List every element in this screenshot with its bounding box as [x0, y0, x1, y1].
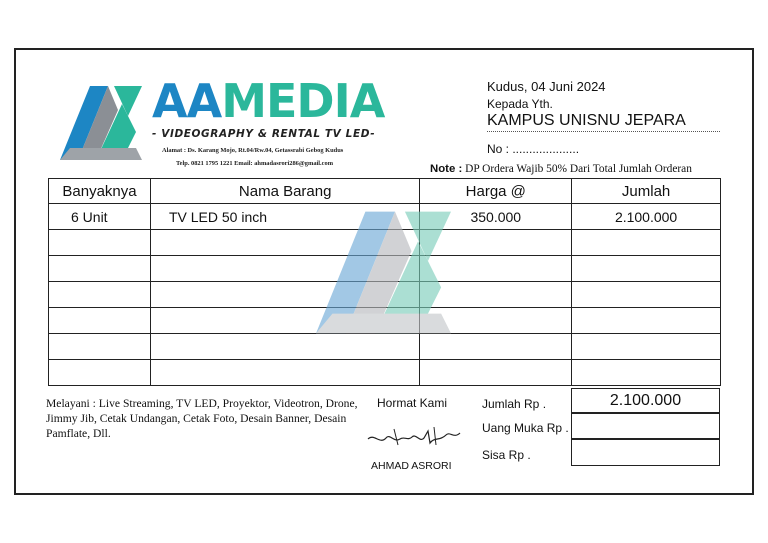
recipient-name: KAMPUS UNISNU JEPARA [487, 112, 720, 132]
total-value: 2.100.000 [571, 388, 720, 413]
balance-label: Sisa Rp . [482, 448, 531, 462]
brand-address: Alamat : Ds. Karang Mojo, Rt.04/Rw.04, Getassrabi Gebog Kudus [162, 147, 344, 154]
total-label: Jumlah Rp . [482, 397, 547, 411]
cell-quantity [49, 230, 151, 256]
items-table [48, 178, 721, 386]
cell-unit-price [420, 308, 572, 334]
cell-item-name [150, 360, 419, 386]
column-header-amount: Jumlah [572, 179, 721, 204]
cell-amount [572, 256, 721, 282]
cell-item-name [150, 230, 419, 256]
cell-unit-price [420, 230, 572, 256]
cell-quantity [49, 308, 151, 334]
cell-quantity [49, 282, 151, 308]
cell-amount [572, 334, 721, 360]
invoice-document [14, 48, 754, 495]
cell-quantity [49, 360, 151, 386]
signer-name: AHMAD ASRORI [371, 460, 452, 472]
cell-item-name [150, 334, 419, 360]
column-header-unit-price: Harga @ [420, 179, 572, 204]
signature-icon [364, 421, 464, 451]
regards-label: Hormat Kami [377, 396, 448, 410]
cell-amount: 2.100.000 [572, 204, 721, 230]
cell-unit-price [420, 334, 572, 360]
cell-unit-price: 350.000 [420, 204, 572, 230]
cell-item-name [150, 308, 419, 334]
note-label: Note : [430, 163, 463, 175]
services-list: Melayani : Live Streaming, TV LED, Proyektor, Videotron, Drone, Jimmy Jib, Cetak Undangan, Cetak Foto, Desain Banner, Desain Pamflate, Dll. [46, 397, 358, 440]
down-payment-value [571, 413, 720, 439]
cell-item-name [150, 282, 419, 308]
down-payment-label: Uang Muka Rp . [482, 421, 569, 435]
note [430, 163, 692, 175]
cell-unit-price [420, 360, 572, 386]
table-row [49, 360, 721, 386]
cell-quantity: 6 Unit [49, 204, 151, 230]
table-row [49, 230, 721, 256]
brand-contact: Telp. 0821 1795 1221 Email: ahmadasrori286@gmail.com [176, 160, 334, 167]
table-row [49, 334, 721, 360]
aa-media-logo-icon [56, 82, 146, 164]
brand-name-part2: MEDIA [221, 74, 385, 128]
note-text: DP Ordera Wajib 50% Dari Total Jumlah Orderan [465, 163, 692, 175]
cell-amount [572, 308, 721, 334]
brand-tagline: - VIDEOGRAPHY & RENTAL TV LED- [152, 128, 376, 140]
cell-quantity [49, 334, 151, 360]
table-row [49, 308, 721, 334]
cell-unit-price [420, 282, 572, 308]
table-row [49, 204, 721, 230]
table-row [49, 256, 721, 282]
cell-item-name: TV LED 50 inch [150, 204, 419, 230]
cell-item-name [150, 256, 419, 282]
brand-name [152, 74, 385, 128]
column-header-quantity: Banyaknya [49, 179, 151, 204]
invoice-number: No : .................... [487, 142, 580, 156]
cell-quantity [49, 256, 151, 282]
cell-amount [572, 282, 721, 308]
brand-name-part1: AA [152, 74, 222, 128]
cell-unit-price [420, 256, 572, 282]
cell-amount [572, 230, 721, 256]
table-row [49, 282, 721, 308]
balance-value [571, 439, 720, 466]
table-header-row [49, 179, 721, 204]
cell-amount [572, 360, 721, 386]
place-date: Kudus, 04 Juni 2024 [487, 79, 606, 94]
column-header-item-name: Nama Barang [150, 179, 419, 204]
recipient-label: Kepada Yth. [487, 97, 553, 111]
